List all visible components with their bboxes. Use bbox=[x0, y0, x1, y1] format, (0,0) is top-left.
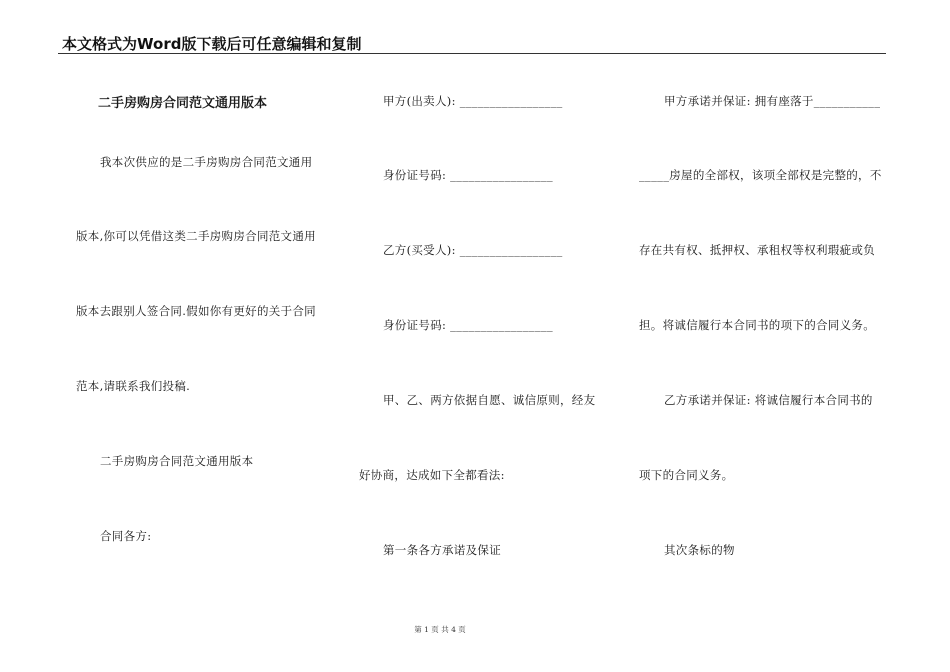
paragraph-line: 乙方承诺并保证: 将诚信履行本合同书的 bbox=[664, 393, 873, 407]
paragraph-line: _____房屋的全部权，该项全部权是完整的，不 bbox=[639, 168, 882, 182]
paragraph-line: 甲方承诺并保证: 拥有座落于___________ bbox=[664, 94, 881, 108]
party-b-field: 乙方(买受人): _________________ bbox=[383, 243, 563, 257]
paragraph-line: 项下的合同义务。 bbox=[639, 468, 734, 482]
section-heading: 第一条各方承诺及保证 bbox=[383, 543, 501, 557]
party-a-field: 甲方(出卖人): _________________ bbox=[383, 94, 563, 108]
paragraph-line: 甲、乙、两方依据自愿、诚信原则，经友 bbox=[383, 393, 596, 407]
section-heading: 其次条标的物 bbox=[664, 543, 735, 557]
paragraph-line: 好协商，达成如下全都看法: bbox=[359, 468, 505, 482]
document-header: 本文格式为Word版下载后可任意编辑和复制 bbox=[62, 35, 362, 53]
header-divider bbox=[58, 53, 886, 54]
document-title: 二手房购房合同范文通用版本 bbox=[98, 96, 268, 111]
page-number: 第 1 页 共 4 页 bbox=[414, 625, 466, 634]
party-b-id-field: 身份证号码: _________________ bbox=[383, 318, 553, 332]
section-heading: 二手房购房合同范文通用版本 bbox=[100, 454, 254, 468]
paragraph-line: 担。将诚信履行本合同书的项下的合同义务。 bbox=[639, 318, 875, 332]
paragraph-line: 版本,你可以凭借这类二手房购房合同范文通用 bbox=[76, 229, 316, 243]
party-a-id-field: 身份证号码: _________________ bbox=[383, 168, 553, 182]
paragraph-line: 合同各方: bbox=[100, 529, 152, 543]
paragraph-line: 我本次供应的是二手房购房合同范文通用 bbox=[100, 155, 313, 169]
paragraph-line: 范本,请联系我们投稿. bbox=[76, 379, 191, 393]
paragraph-line: 版本去跟别人签合同.假如你有更好的关于合同 bbox=[76, 304, 316, 318]
paragraph-line: 存在共有权、抵押权、承租权等权利瑕疵或负 bbox=[639, 243, 875, 257]
